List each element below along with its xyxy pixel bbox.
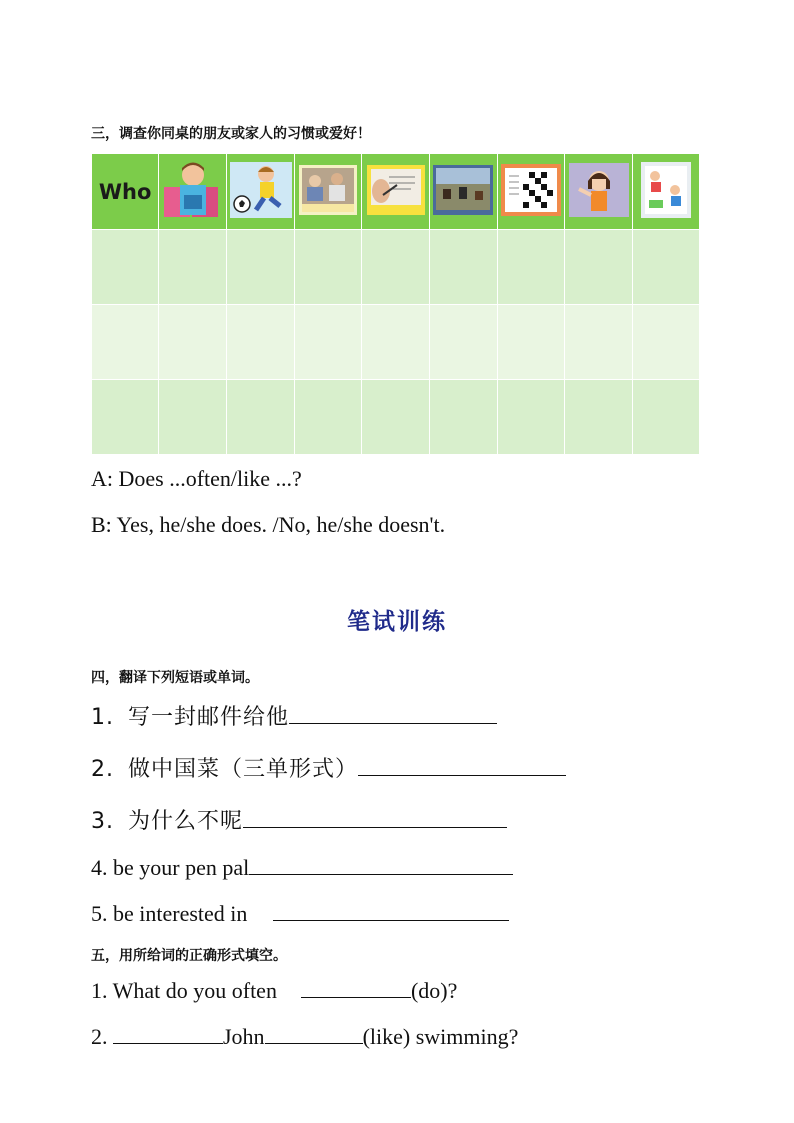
answer-blank[interactable] xyxy=(243,807,507,828)
pic-cell xyxy=(429,154,497,230)
answer-blank[interactable] xyxy=(265,1023,363,1044)
answer-blank[interactable] xyxy=(289,703,497,724)
kids-drawing-icon xyxy=(641,162,691,218)
item-text: John xyxy=(223,1024,265,1049)
item-text: 写一封邮件给他 xyxy=(128,705,290,730)
answer-blank[interactable] xyxy=(273,900,509,921)
classroom-photo-icon xyxy=(299,165,357,215)
pic-cell xyxy=(497,154,565,230)
table-cell xyxy=(632,380,699,455)
table-row xyxy=(92,380,700,455)
item-number: 2. xyxy=(91,757,114,782)
girl-talking-icon xyxy=(569,163,629,217)
table-cell xyxy=(497,305,565,380)
item-text: 为什么不呢 xyxy=(128,809,244,834)
fill-item-2 xyxy=(91,1023,518,1050)
item-number: 4. xyxy=(91,855,108,880)
pic-cell xyxy=(362,154,430,230)
crossword-icon xyxy=(501,164,561,216)
who-label: Who xyxy=(98,179,152,204)
table-cell xyxy=(227,380,295,455)
table-cell xyxy=(294,230,362,305)
table-cell xyxy=(92,230,159,305)
table-cell xyxy=(159,230,227,305)
pic-cell xyxy=(294,154,362,230)
section3-title: 三，调查你同桌的朋友或家人的习惯或爱好！ xyxy=(91,126,371,142)
pic-cell xyxy=(227,154,295,230)
table-cell xyxy=(159,305,227,380)
boy-reading-icon xyxy=(160,159,226,221)
dialog-line-b: B: Yes, he/she does. /No, he/she doesn't. xyxy=(91,512,446,537)
item-hint: (like) swimming? xyxy=(362,1024,519,1049)
table-cell xyxy=(565,305,633,380)
fill-item-1 xyxy=(91,977,457,1004)
translate-item-4 xyxy=(91,854,513,881)
item-text: 做中国菜（三单形式） xyxy=(128,757,359,782)
translate-item-1 xyxy=(91,700,497,731)
table-cell xyxy=(497,380,565,455)
boy-soccer-icon xyxy=(230,162,292,218)
field-horses-photo-icon xyxy=(433,165,493,215)
survey-table xyxy=(91,153,700,455)
answer-blank[interactable] xyxy=(301,977,411,998)
item-number: 5. xyxy=(91,901,108,926)
table-cell xyxy=(92,380,159,455)
item-hint: (do)? xyxy=(410,978,458,1003)
table-cell xyxy=(429,305,497,380)
item-text: be your pen pal xyxy=(113,855,250,880)
section4-title: 四，翻译下列短语或单词。 xyxy=(91,670,259,686)
table-cell xyxy=(565,230,633,305)
table-header-row xyxy=(92,154,700,230)
table-cell xyxy=(227,305,295,380)
table-cell xyxy=(294,305,362,380)
table-cell xyxy=(429,380,497,455)
writing-photo-icon xyxy=(367,165,425,215)
translate-item-2 xyxy=(91,752,566,783)
table-cell xyxy=(632,305,699,380)
pic-cell xyxy=(632,154,699,230)
item-number: 3. xyxy=(91,809,114,834)
translate-item-5 xyxy=(91,900,509,927)
table-cell xyxy=(497,230,565,305)
table-cell xyxy=(362,380,430,455)
answer-blank[interactable] xyxy=(249,854,513,875)
answer-blank[interactable] xyxy=(358,755,566,776)
table-cell xyxy=(159,380,227,455)
item-number: 2. xyxy=(91,1024,108,1049)
pic-cell xyxy=(565,154,633,230)
table-cell xyxy=(362,230,430,305)
table-cell xyxy=(92,305,159,380)
who-cell xyxy=(92,154,159,230)
table-cell xyxy=(632,230,699,305)
dialog-line-a: A: Does ...often/like ...? xyxy=(91,466,302,491)
item-text: 1. What do you often xyxy=(91,978,277,1003)
table-cell xyxy=(227,230,295,305)
table-row xyxy=(92,230,700,305)
translate-item-3 xyxy=(91,804,507,835)
pic-cell xyxy=(159,154,227,230)
written-practice-title: 笔试训练 xyxy=(347,608,447,635)
item-text: be interested in xyxy=(113,901,248,926)
item-number: 1. xyxy=(91,705,114,730)
table-cell xyxy=(565,380,633,455)
table-row xyxy=(92,305,700,380)
table-cell xyxy=(362,305,430,380)
table-cell xyxy=(429,230,497,305)
section5-title: 五，用所给词的正确形式填空。 xyxy=(91,948,287,964)
table-cell xyxy=(294,380,362,455)
answer-blank[interactable] xyxy=(113,1023,223,1044)
